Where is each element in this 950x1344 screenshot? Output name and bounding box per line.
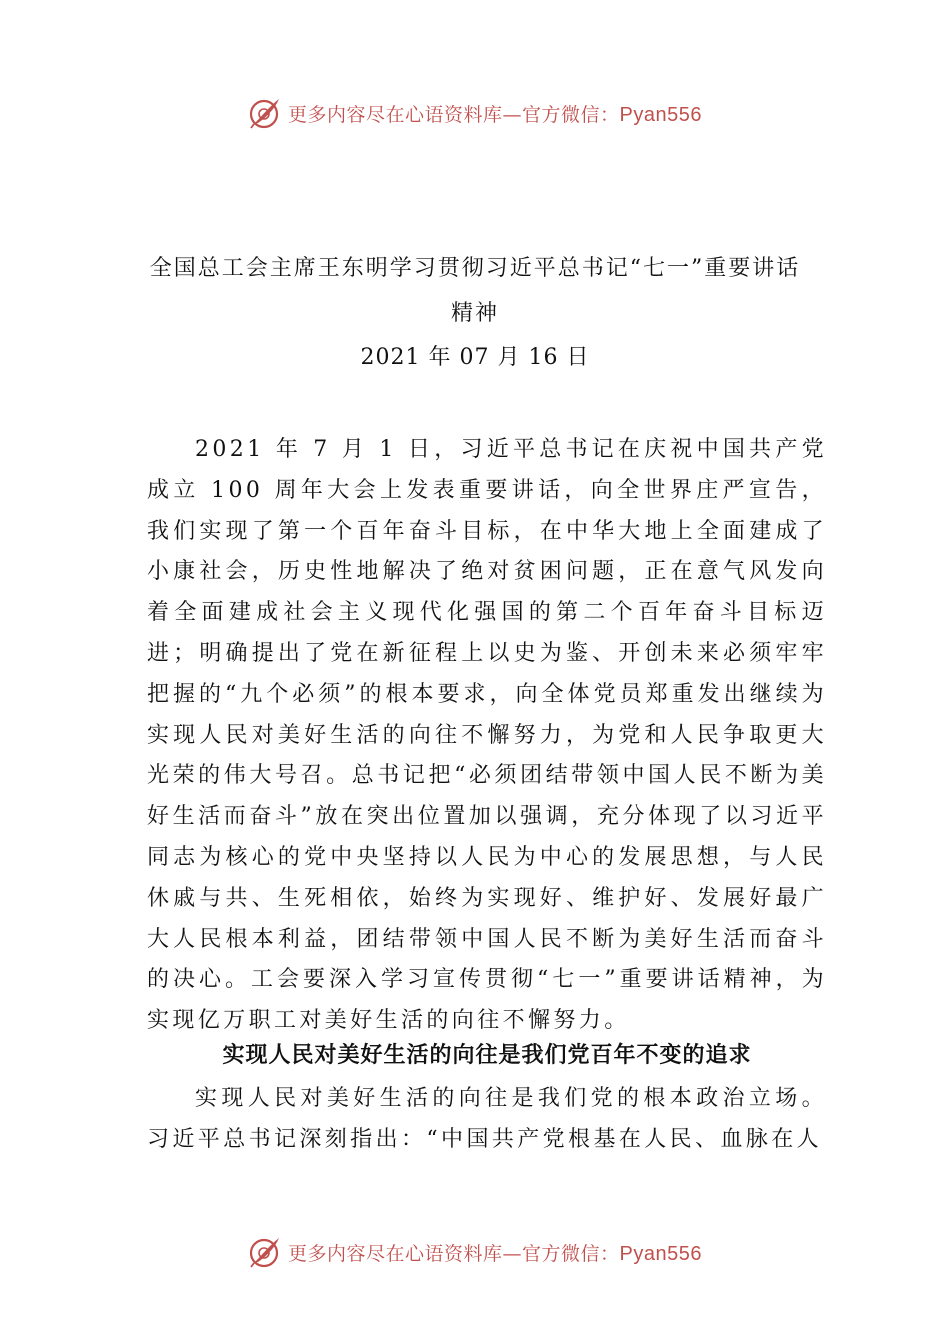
banner-text [288, 100, 702, 127]
banner-text [288, 1239, 702, 1266]
section-heading: 实现人民对美好生活的向往是我们党百年不变的追求 [222, 1043, 752, 1068]
banner-label: 更多内容尽在心语资料库—官方微信： [288, 103, 620, 126]
wechat-id: Pyan556 [619, 1242, 702, 1265]
banner-label: 更多内容尽在心语资料库—官方微信： [288, 1242, 620, 1265]
header-banner [0, 93, 950, 133]
document-title: 全国总工会主席王东明学习贯彻习近平总书记“七一”重要讲话精神 [149, 256, 801, 326]
footer-banner [0, 1232, 950, 1272]
document-date: 2021 年 07 月 16 日 [360, 345, 590, 370]
quill-logo-icon [248, 1235, 282, 1269]
paragraph-2: 实现人民对美好生活的向往是我们党的根本政治立场。习近平总书记深刻指出：“中国共产党根基在人民、血脉在人 [147, 1086, 827, 1152]
paragraph-1: 2021 年 7 月 1 日，习近平总书记在庆祝中国共产党成立 100 周年大会上发表重要讲话，向全世界庄严宣告，我们实现了第一个百年奋斗目标，在中华大地上全面建成了小康社会，历史性地解决了绝对贫困问题，正在意气风发向着全面建成社会主义现代化强国的第二个百年奋斗目标迈进；明确提出了党在新征程上以史为鉴、开创未来必须牢牢把握的“九个必须”的根本要求，向全体党员郑重发出继续为实现人民对美好生活的向往不懈努力，为党和人民争取更大光荣的伟大号召。总书记把“必须团结带领中国人民不断为美好生活而奋斗”放在突出位置加以强调，充分体现了以习近平同志为核心的党中央坚持以人民为中心的发展思想，与人民休戚与共、生死相依，始终为实现好、维护好、发展好最广大人民根本利益，团结带领中国人民不断为美好生活而奋斗的决心。工会要深入学习宣传贯彻“七一”重要讲话精神，为实现亿万职工对美好生活的向往不懈努力。 [147, 437, 827, 1034]
quill-logo-icon [248, 96, 282, 130]
wechat-id: Pyan556 [619, 103, 702, 126]
